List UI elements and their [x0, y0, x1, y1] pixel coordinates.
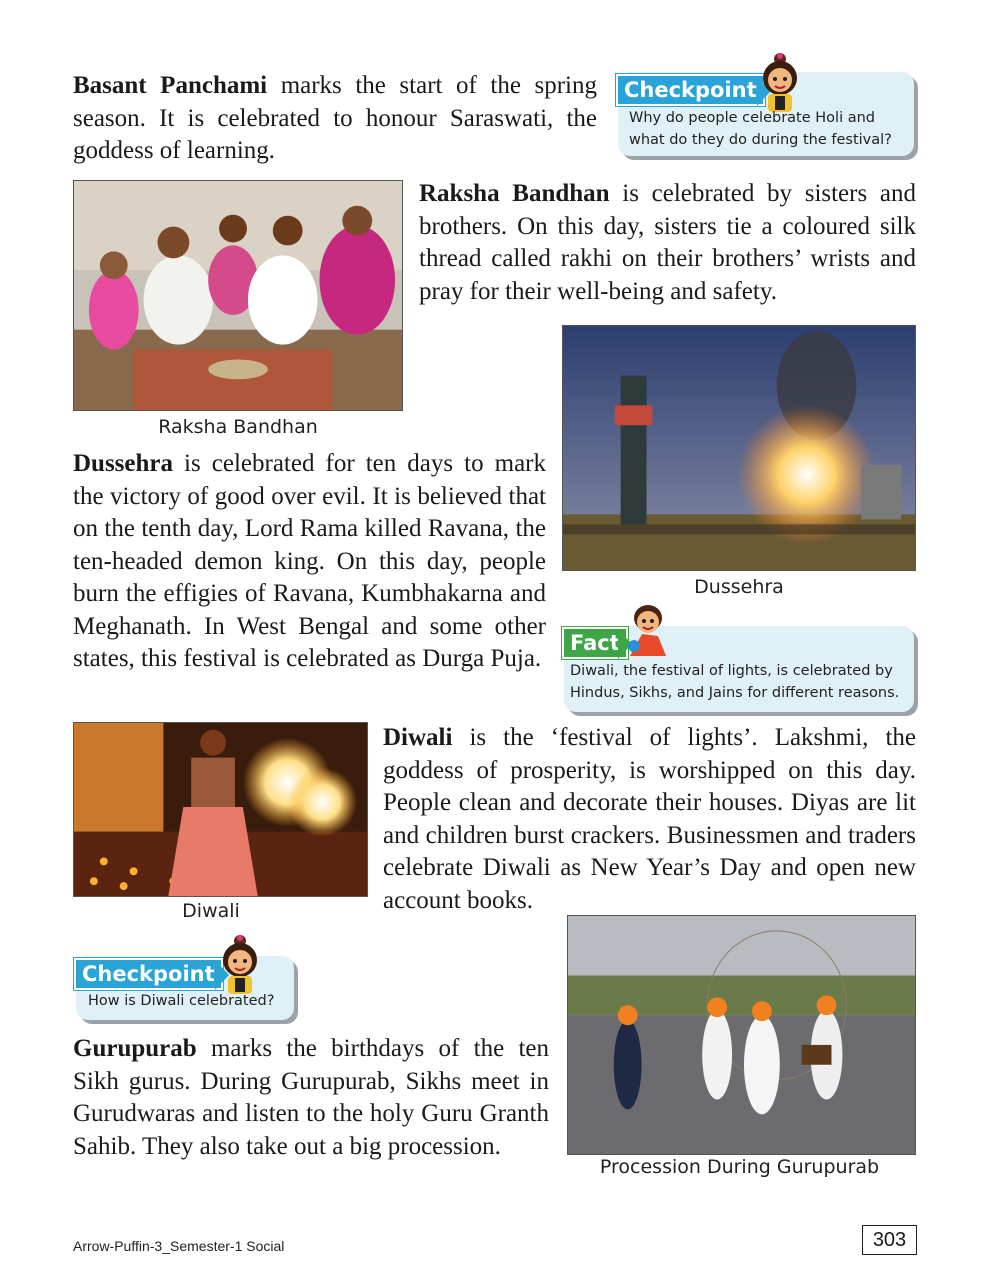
- raksha-text: is celebrated by sisters and brothers. On this day, sisters tie a coloured silk thread called rakhi on their brothers’ wrists and pray for their well-being and safety.: [419, 180, 916, 305]
- gurupurab-paragraph: [73, 1033, 549, 1163]
- raksha-bandhan-photo: [73, 180, 403, 411]
- dussehra-title: Dussehra: [73, 450, 174, 477]
- raksha-paragraph: [419, 178, 916, 308]
- checkpoint-text: How is Diwali celebrated?: [88, 993, 275, 1009]
- diwali-text: is the ‘festival of lights’. Lakshmi, the goddess of prosperity, is worshipped on this day. People clean and decorate their houses. Diyas are lit and children burst crackers. Businessmen and traders celebrate Diwali as New Year’s Day and open new account books.: [383, 724, 916, 914]
- basant-title: Basant Panchami: [73, 72, 268, 99]
- gurupurab-photo: [567, 915, 916, 1155]
- raksha-title: Raksha Bandhan: [419, 180, 610, 207]
- girl-mascot-icon: [218, 932, 262, 994]
- basant-paragraph: [73, 70, 597, 168]
- dussehra-text: is celebrated for ten days to mark the victory of good over evil. It is believed that on the tenth day, Lord Rama killed Ravana, the ten-headed demon king. On this day, people burn the effigies of Ravana, Kumbhakarna and Meghanath. In West Bengal and some other states, this festival is celebrated as Durga Puja.: [73, 450, 546, 672]
- dussehra-caption: Dussehra: [694, 576, 784, 598]
- diwali-paragraph: [383, 722, 916, 917]
- girl-mascot-icon: [758, 50, 802, 112]
- page-number: 303: [862, 1225, 917, 1255]
- checkpoint-label: Checkpoint: [74, 958, 223, 990]
- basant-text: marks the start of the spring season. It is celebrated to honour Saraswati, the goddess of learning.: [73, 72, 597, 164]
- diwali-caption: Diwali: [182, 900, 240, 922]
- book-title-footer: Arrow-Puffin-3_Semester-1 Social: [73, 1238, 285, 1254]
- checkpoint-callout-2: [72, 932, 300, 1026]
- dussehra-photo: [562, 325, 916, 571]
- diwali-title: Diwali: [383, 724, 453, 751]
- checkpoint-callout-1: [612, 50, 918, 160]
- diwali-photo: [73, 722, 368, 897]
- checkpoint-label: Checkpoint: [616, 74, 765, 106]
- fact-text: Diwali, the festival of lights, is celebrated by Hindus, Sikhs, and Jains for different reasons.: [570, 663, 900, 701]
- fact-label: Fact: [562, 627, 628, 659]
- checkpoint-text: Why do people celebrate Holi and what do they do during the festival?: [629, 110, 892, 148]
- gurupurab-text: marks the birthdays of the ten Sikh gurus. During Gurupurab, Sikhs meet in Gurudwaras and listen to the holy Guru Granth Sahib. They also take out a big procession.: [73, 1035, 549, 1160]
- dussehra-paragraph: [73, 448, 546, 676]
- gurupurab-title: Gurupurab: [73, 1035, 197, 1062]
- raksha-bandhan-caption: Raksha Bandhan: [158, 416, 318, 438]
- fact-callout: [560, 602, 916, 718]
- gurupurab-caption: Procession During Gurupurab: [599, 1156, 880, 1178]
- boy-mascot-icon: [622, 602, 670, 658]
